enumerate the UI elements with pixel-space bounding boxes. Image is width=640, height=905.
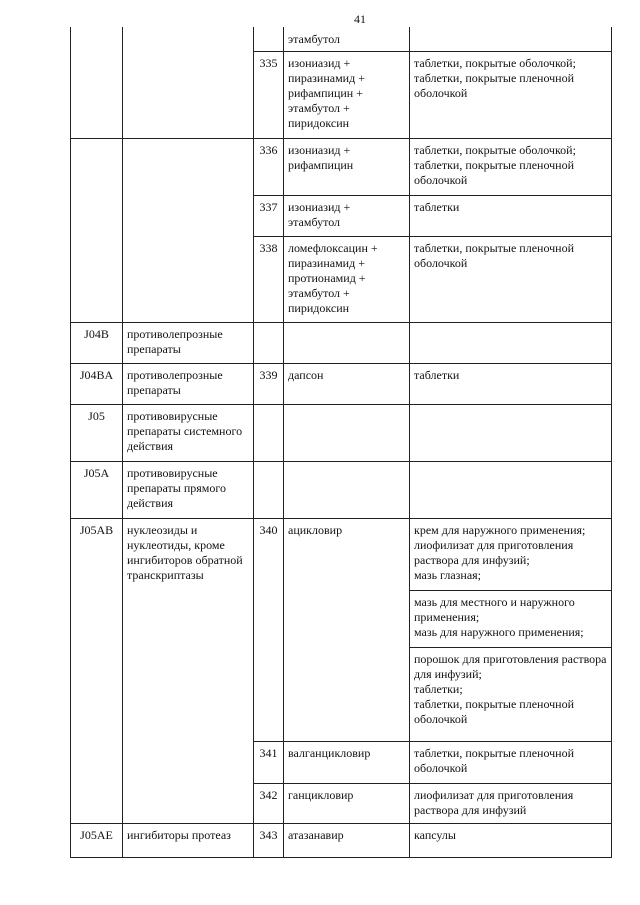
number-cell: 342 <box>254 784 284 824</box>
group-cell: противовирусные препараты системного действия <box>123 405 254 462</box>
drug-name-cell <box>284 364 410 405</box>
drug-name-line: этамбутол <box>288 32 341 46</box>
drug-name-line: этамбутол + <box>288 286 350 300</box>
drug-name-cell <box>284 784 410 824</box>
table-row <box>71 27 612 52</box>
drug-name-line: ганцикловир <box>288 788 354 802</box>
atc-code-cell: J05A <box>71 462 123 519</box>
dosage-form-cell <box>410 196 612 237</box>
atc-code-cell: J05AE <box>71 824 123 858</box>
drug-name-line: атазанавир <box>288 828 344 842</box>
group-cell: противовирусные препараты прямого действия <box>123 462 254 519</box>
drug-name-line: ломефлоксацин + <box>288 241 378 255</box>
table-row <box>71 519 612 591</box>
drug-name-cell <box>284 237 410 323</box>
number-cell <box>254 462 284 519</box>
page-number: 41 <box>354 12 366 26</box>
atc-code-cell: J04B <box>71 323 123 364</box>
table-row <box>71 405 612 462</box>
table-row <box>71 52 612 139</box>
drug-name-line: пиридоксин <box>288 301 350 315</box>
dosage-form-line: мазь глазная; <box>414 568 482 582</box>
dosage-form-line: таблетки, покрытые пленочной оболочкой <box>414 241 575 270</box>
drug-name-line: ацикловир <box>288 523 343 537</box>
drug-name-cell <box>284 27 410 52</box>
dosage-form-cell <box>410 364 612 405</box>
drug-name-cell <box>284 196 410 237</box>
dosage-form-cell <box>410 139 612 196</box>
drug-name-line: дапсон <box>288 368 324 382</box>
group-cell: ингибиторы протеаз <box>123 824 254 858</box>
dosage-form-line: мазь для местного и наружного применения; <box>414 595 575 624</box>
dosage-form-cell <box>410 52 612 139</box>
table-row <box>71 364 612 405</box>
dosage-form-cell <box>410 27 612 52</box>
dosage-form-cell <box>410 519 612 591</box>
dosage-form-cell <box>410 742 612 784</box>
drug-name-line: валганцикловир <box>288 746 371 760</box>
atc-code-cell: J05AB <box>71 519 123 824</box>
dosage-form-line: таблетки, покрытые пленочной оболочкой <box>414 746 575 775</box>
number-cell <box>254 27 284 52</box>
dosage-form-line: порошок для приготовления раствора для инфузий; <box>414 652 607 681</box>
number-cell: 341 <box>254 742 284 784</box>
dosage-form-cell <box>410 323 612 364</box>
number-cell: 338 <box>254 237 284 323</box>
drug-list-table <box>70 27 612 858</box>
atc-code-cell <box>71 139 123 323</box>
group-cell: противолепрозные препараты <box>123 364 254 405</box>
group-cell <box>123 27 254 52</box>
table-row <box>71 139 612 196</box>
dosage-form-line: лиофилизат для приготовления раствора для инфузий <box>414 788 574 817</box>
group-cell <box>123 52 254 139</box>
table-row <box>71 462 612 519</box>
drug-name-line: рифампицин + <box>288 86 363 100</box>
drug-name-cell <box>284 742 410 784</box>
atc-code-cell: J05 <box>71 405 123 462</box>
dosage-form-cell <box>410 462 612 519</box>
dosage-form-line: крем для наружного применения; <box>414 523 586 537</box>
drug-name-cell <box>284 824 410 858</box>
drug-name-cell <box>284 405 410 462</box>
drug-name-line: этамбутол + <box>288 101 350 115</box>
number-cell: 336 <box>254 139 284 196</box>
drug-name-line: пиразинамид + <box>288 256 365 270</box>
drug-name-cell <box>284 462 410 519</box>
dosage-form-cell <box>410 784 612 824</box>
dosage-form-line: таблетки <box>414 200 460 214</box>
atc-code-cell <box>71 52 123 139</box>
drug-name-line: пиридоксин <box>288 116 350 130</box>
dosage-form-line: таблетки, покрытые пленочной оболочкой <box>414 697 575 726</box>
table-row <box>71 323 612 364</box>
atc-code-cell: J04BA <box>71 364 123 405</box>
number-cell <box>254 323 284 364</box>
dosage-form-cell <box>410 648 612 742</box>
drug-name-cell <box>284 519 410 742</box>
drug-name-cell <box>284 52 410 139</box>
dosage-form-line: таблетки, покрытые оболочкой; <box>414 56 576 70</box>
group-cell <box>123 139 254 323</box>
dosage-form-line: лиофилизат для приготовления раствора для инфузий; <box>414 538 574 567</box>
drug-name-line: протионамид + <box>288 271 366 285</box>
dosage-form-cell <box>410 405 612 462</box>
number-cell: 340 <box>254 519 284 742</box>
group-cell: нуклеозиды и нуклеотиды, кроме ингибиторов обратной транскриптазы <box>123 519 254 824</box>
dosage-form-line: таблетки, покрытые пленочной оболочкой <box>414 158 575 187</box>
dosage-form-cell <box>410 591 612 648</box>
dosage-form-line: таблетки <box>414 368 460 382</box>
group-cell: противолепрозные препараты <box>123 323 254 364</box>
dosage-form-line: капсулы <box>414 828 456 842</box>
table-row <box>71 824 612 858</box>
drug-name-line: пиразинамид + <box>288 71 365 85</box>
dosage-form-line: таблетки, покрытые оболочкой; <box>414 143 576 157</box>
number-cell: 337 <box>254 196 284 237</box>
dosage-form-line: мазь для наружного применения; <box>414 625 584 639</box>
drug-name-line: изониазид + <box>288 200 351 214</box>
number-cell: 339 <box>254 364 284 405</box>
number-cell: 335 <box>254 52 284 139</box>
dosage-form-line: таблетки; <box>414 682 463 696</box>
drug-name-line: изониазид + <box>288 143 351 157</box>
atc-code-cell <box>71 27 123 52</box>
number-cell: 343 <box>254 824 284 858</box>
drug-name-line: рифампицин <box>288 158 354 172</box>
dosage-form-cell <box>410 237 612 323</box>
dosage-form-line: таблетки, покрытые пленочной оболочкой <box>414 71 575 100</box>
drug-name-line: изониазид + <box>288 56 351 70</box>
drug-name-cell <box>284 323 410 364</box>
number-cell <box>254 405 284 462</box>
dosage-form-cell <box>410 824 612 858</box>
drug-name-line: этамбутол <box>288 215 341 229</box>
drug-name-cell <box>284 139 410 196</box>
